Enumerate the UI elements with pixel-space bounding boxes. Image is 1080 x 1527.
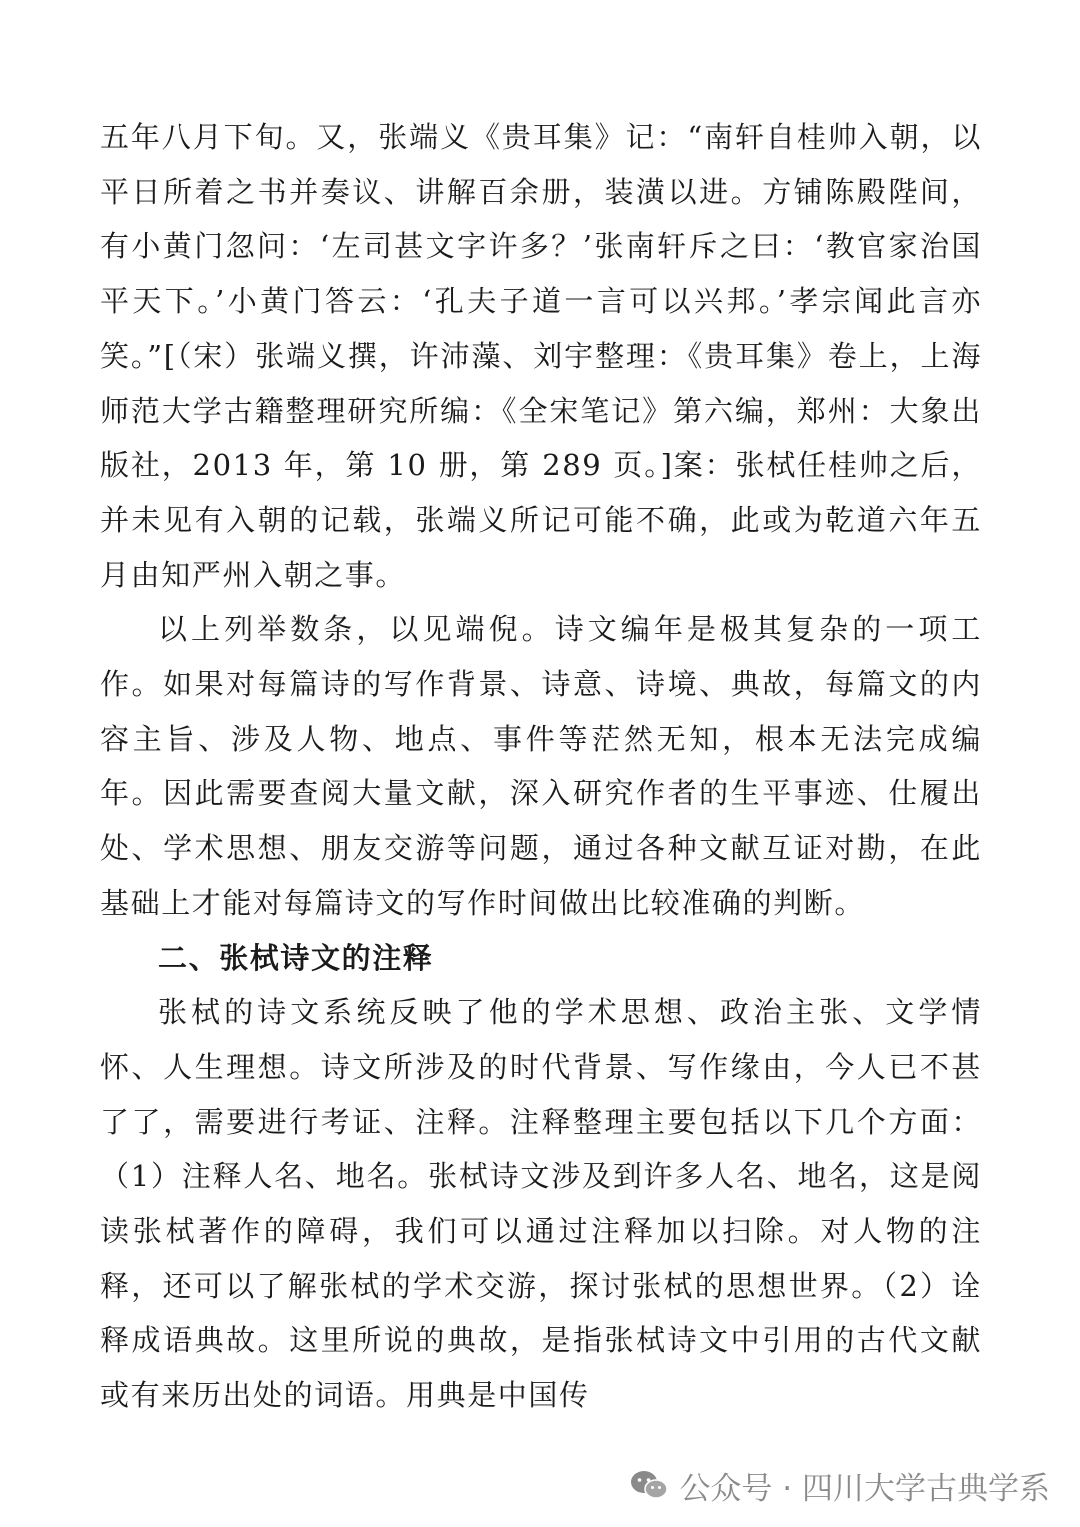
paragraph-continued: 五年八月下旬。又，张端义《贵耳集》记：“南轩自桂帅入朝，以平日所着之书并奏议、讲解百余册，装潢以进。方铺陈殿陛间，有小黄门忽问：‘左司甚文字许多？’张南轩斥之曰：‘教官家治国平天下。’小黄门答云：‘孔夫子道一言可以兴邦。’孝宗闻此言亦笑。”[（宋）张端义撰，许沛藻、刘宇整理：《贵耳集》卷上，上海师范大学古籍整理研究所编：《全宋笔记》第六编，郑州：大象出版社，2013 年，第 10 册，第 289 页。]案：张栻任桂帅之后，并未见有入朝的记载，张端义所记可能不确，此或为乾道六年五月由知严州入朝之事。 [100,120,982,592]
wechat-icon [629,1469,669,1501]
section-heading: 二、张栻诗文的注释 [158,940,434,975]
watermark-text: 公众号 · 四川大学古典学系 [679,1470,1050,1507]
watermark [629,1460,1050,1510]
document-body [100,110,982,1423]
paragraph-annotation: 张栻的诗文系统反映了他的学术思想、政治主张、文学情怀、人生理想。诗文所涉及的时代背景、写作缘由，今人已不甚了了，需要进行考证、注释。注释整理主要包括以下几个方面：（1）注释人名、地名。张栻诗文涉及到许多人名、地名，这是阅读张栻著作的障碍，我们可以通过注释加以扫除。对人物的注释，还可以了解张栻的学术交游，探讨张栻的思想世界。（2）诠释成语典故。这里所说的典故，是指张栻诗文中引用的古代文献或有来历出处的词语。用典是中国传 [100,995,982,1413]
paragraph-summary: 以上列举数条，以见端倪。诗文编年是极其复杂的一项工作。如果对每篇诗的写作背景、诗意、诗境、典故，每篇文的内容主旨、涉及人物、地点、事件等茫然无知，根本无法完成编年。因此需要查阅大量文献，深入研究作者的生平事迹、仕履出处、学术思想、朋友交游等问题，通过各种文献互证对勘，在此基础上才能对每篇诗文的写作时间做出比较准确的判断。 [100,612,982,920]
